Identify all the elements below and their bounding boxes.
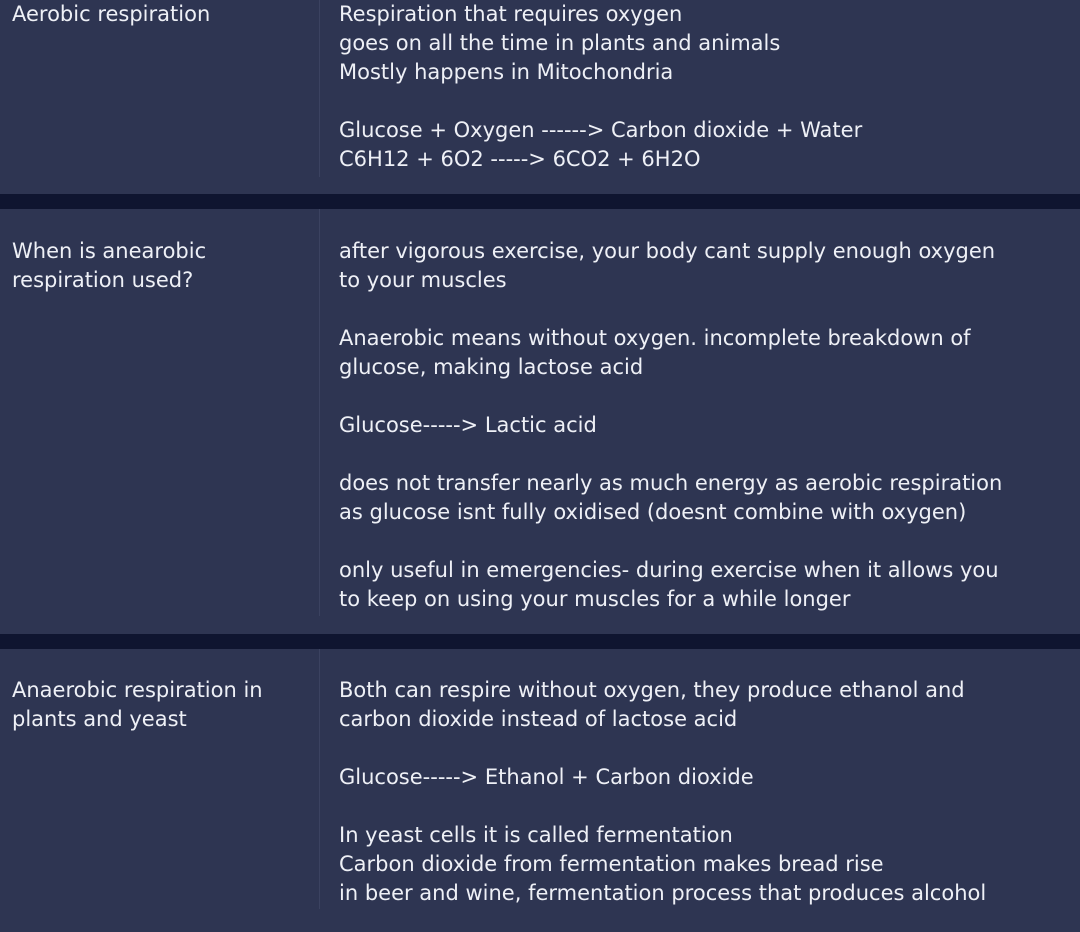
- spacer: [339, 734, 1080, 763]
- card-term: [0, 0, 320, 177]
- spacer: [339, 295, 1080, 324]
- flashcard-aerobic-respiration[interactable]: [0, 0, 1080, 194]
- spacer: [339, 440, 1080, 469]
- definition-line: Respiration that requires oxygen: [339, 2, 683, 26]
- definition-line: Carbon dioxide from fermentation makes bread rise: [339, 852, 884, 876]
- term-line: When is anearobic: [12, 239, 207, 263]
- card-definition: [320, 0, 1080, 177]
- definition-line: glucose, making lactose acid: [339, 355, 644, 379]
- definition-line: does not transfer nearly as much energy as aerobic respiration: [339, 471, 1003, 495]
- definition-line: in beer and wine, fermentation process that produces alcohol: [339, 881, 987, 905]
- definition-line: Glucose + Oxygen ------> Carbon dioxide + Water: [339, 118, 863, 142]
- card-definition: [320, 209, 1080, 616]
- definition-line: C6H12 + 6O2 -----> 6CO2 + 6H2O: [339, 147, 701, 171]
- flashcard-anaerobic-when-used[interactable]: [0, 209, 1080, 634]
- spacer: [339, 87, 1080, 116]
- card-term: [0, 209, 320, 616]
- definition-line: as glucose isnt fully oxidised (doesnt combine with oxygen): [339, 500, 967, 524]
- term-line: respiration used?: [12, 268, 194, 292]
- card-definition: [320, 649, 1080, 909]
- card-term: [0, 649, 320, 909]
- definition-line: after vigorous exercise, your body cant supply enough oxygen: [339, 239, 996, 263]
- definition-line: Both can respire without oxygen, they produce ethanol and: [339, 678, 965, 702]
- definition-line: Mostly happens in Mitochondria: [339, 60, 674, 84]
- term-line: Aerobic respiration: [12, 2, 211, 26]
- definition-line: Glucose-----> Lactic acid: [339, 413, 597, 437]
- definition-line: carbon dioxide instead of lactose acid: [339, 707, 738, 731]
- definition-line: goes on all the time in plants and animals: [339, 31, 781, 55]
- definition-line: Anaerobic means without oxygen. incomplete breakdown of: [339, 326, 971, 350]
- term-line: Anaerobic respiration in: [12, 678, 263, 702]
- definition-line: In yeast cells it is called fermentation: [339, 823, 733, 847]
- definition-line: Glucose-----> Ethanol + Carbon dioxide: [339, 765, 754, 789]
- definition-line: to your muscles: [339, 268, 507, 292]
- flashcard-anaerobic-plants-yeast[interactable]: [0, 649, 1080, 932]
- definition-line: to keep on using your muscles for a while longer: [339, 587, 851, 611]
- spacer: [339, 527, 1080, 556]
- term-line: plants and yeast: [12, 707, 187, 731]
- spacer: [339, 792, 1080, 821]
- spacer: [339, 382, 1080, 411]
- definition-line: only useful in emergencies- during exercise when it allows you: [339, 558, 999, 582]
